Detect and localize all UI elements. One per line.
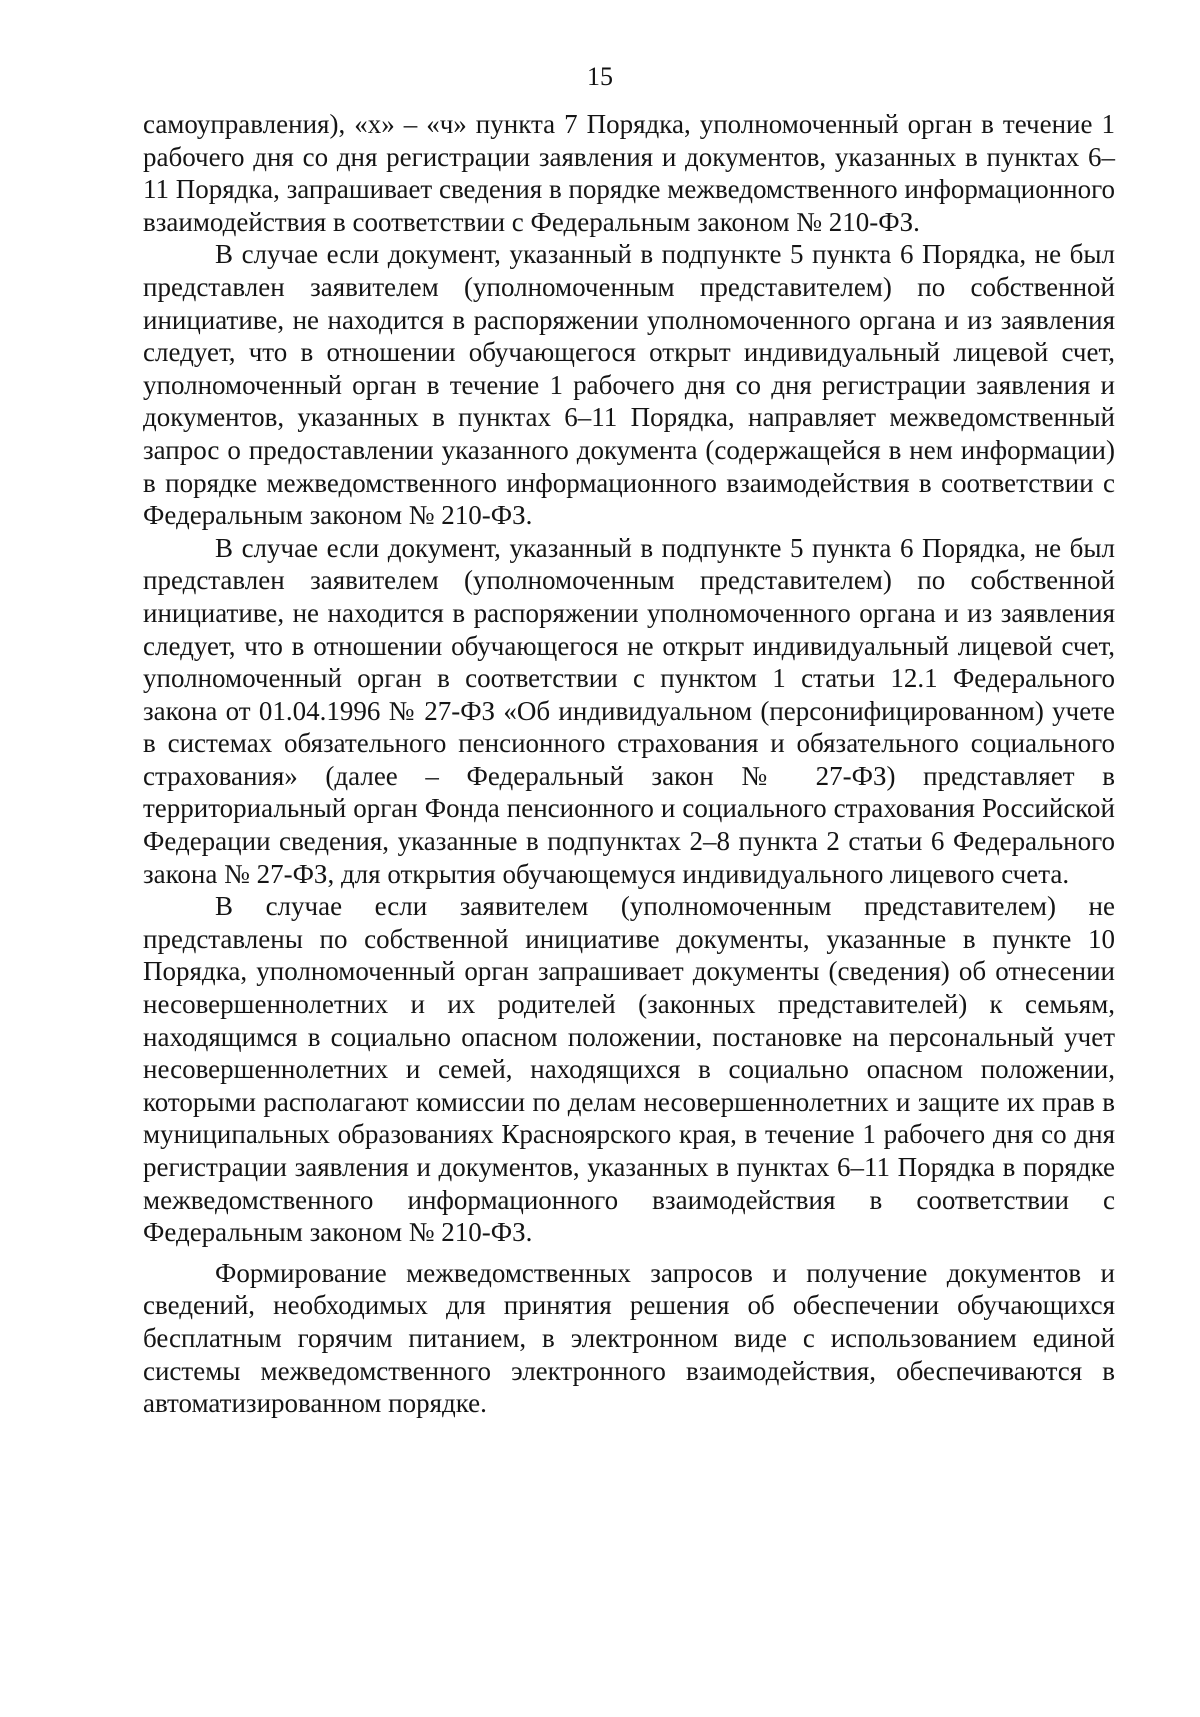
paragraph-social-danger: В случае если заявителем (уполномоченным представителем) не представлены по собственной инициативе документы, указанные в пункте 10 Порядка, уполномоченный орган запрашивает документы (сведения) об отнесении несовершеннолетних и их родителей (законных представителей) к семьям, находящимся в социально опасном положении, постановке на персональный учет несовершеннолетних и семей, находящихся в социально опасном положении, которыми располагают комиссии по делам несовершеннолетних и защите их прав в муниципальных образованиях Красноярского края, в течение 1 рабочего дня со дня регистрации заявления и документов, указанных в пунктах 6–11 Порядка в порядке межведомственного информационного взаимодействия в соответствии с Федеральным законом № 210-ФЗ.: [143, 891, 1115, 1248]
paragraph-open-account: В случае если документ, указанный в подпункте 5 пункта 6 Порядка, не был представлен заявителем (уполномоченным представителем) по собственной инициативе, не находится в распоряжении уполномоченного органа и из заявления следует, что в отношении обучающегося открыт индивидуальный лицевой счет, уполномоченный орган в течение 1 рабочего дня со дня регистрации заявления и документов, указанных в пунктах 6–11 Порядка, направляет межведомственный запрос о предоставлении указанного документа (содержащейся в нем информации) в порядке межведомственного информационного взаимодействия в соответствии с Федеральным законом № 210-ФЗ.: [143, 239, 1115, 531]
paragraph-electronic-requests: Формирование межведомственных запросов и получение документов и сведений, необходимых для принятия решения об обеспечении обучающихся бесплатным горячим питанием, в электронном виде с использованием единой системы межведомственного электронного взаимодействия, обеспечиваются в автоматизированном порядке.: [143, 1257, 1115, 1419]
paragraph-continuation: самоуправления), «х» – «ч» пункта 7 Порядка, уполномоченный орган в течение 1 рабочего дня со дня регистрации заявления и документов, указанных в пунктах 6–11 Порядка, запрашивает сведения в порядке межведомственного информационного взаимодействия в соответствии с Федеральным законом № 210-ФЗ.: [143, 109, 1115, 237]
document-body: [143, 108, 1115, 1420]
page-number: 15: [587, 62, 613, 91]
paragraph-no-account: В случае если документ, указанный в подпункте 5 пункта 6 Порядка, не был представлен заявителем (уполномоченным представителем) по собственной инициативе, не находится в распоряжении уполномоченного органа и из заявления следует, что в отношении обучающегося не открыт индивидуальный лицевой счет, уполномоченный орган в соответствии с пунктом 1 статьи 12.1 Федерального закона от 01.04.1996 № 27-ФЗ «Об индивидуальном (персонифицированном) учете в системах обязательного пенсионного страхования и обязательного социального страхования» (далее – Федеральный закон № 27-ФЗ) представляет в территориальный орган Фонда пенсионного и социального страхования Российской Федерации сведения, указанные в подпунктах 2–8 пункта 2 статьи 6 Федерального закона № 27-ФЗ, для открытия обучающемуся индивидуального лицевого счета.: [143, 532, 1115, 889]
